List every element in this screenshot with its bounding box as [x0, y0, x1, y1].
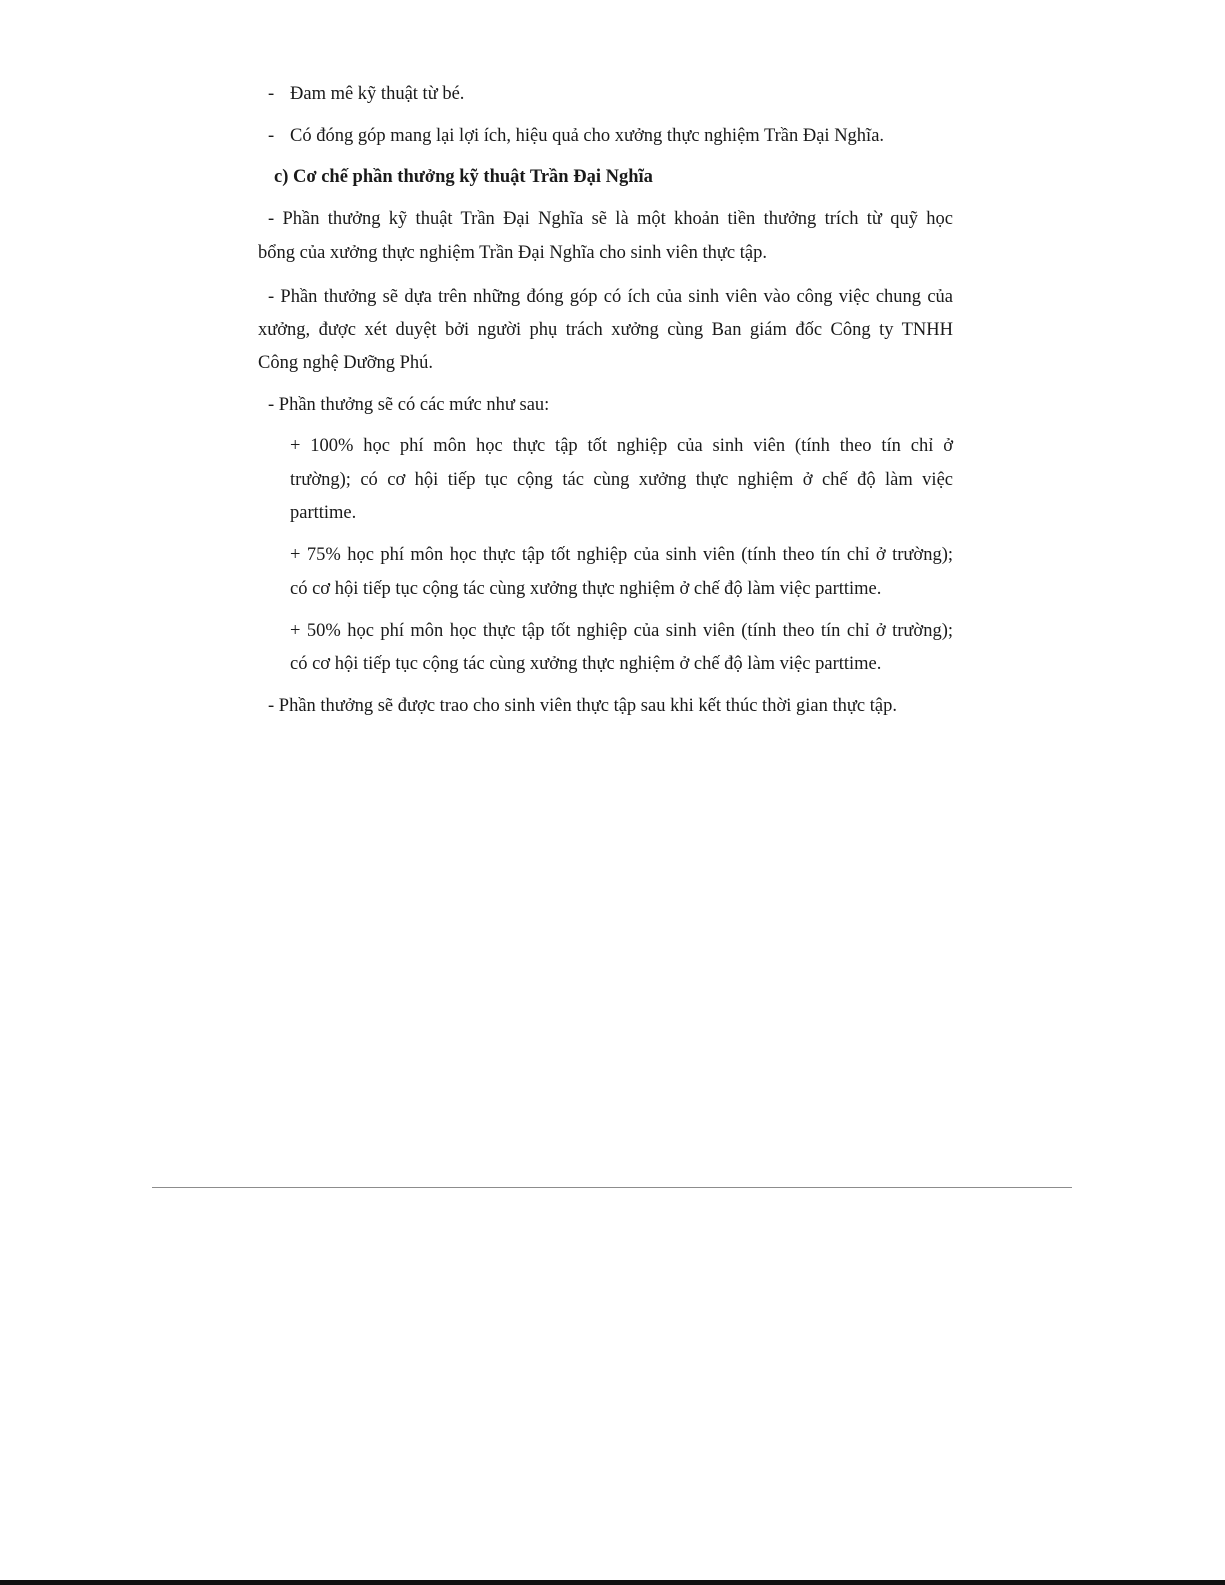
level-line: + 75% học phí môn học thực tập tốt nghiệp của sinh viên (tính theo tín chỉ ở trường); — [290, 545, 953, 565]
level-line: + 100% học phí môn học thực tập tốt nghiệp của sinh viên (tính theo tín chỉ ở — [290, 436, 953, 456]
paragraph-line: bổng của xưởng thực nghiệm Trần Đại Nghĩa cho sinh viên thực tập. — [258, 243, 767, 263]
level-line: + 50% học phí môn học thực tập tốt nghiệp của sinh viên (tính theo tín chỉ ở trường); — [290, 621, 953, 641]
level-line: có cơ hội tiếp tục cộng tác cùng xưởng thực nghiệm ở chế độ làm việc parttime. — [290, 654, 882, 674]
bullet-item — [268, 124, 274, 148]
footer-divider — [152, 1187, 1072, 1188]
bullet-text: Đam mê kỹ thuật từ bé. — [290, 84, 465, 104]
bullet-marker: - — [268, 126, 275, 146]
paragraph-line: - Phần thưởng sẽ dựa trên những đóng góp có ích của sinh viên vào công việc chung của — [268, 287, 953, 307]
section-heading: c) Cơ chế phần thưởng kỹ thuật Trần Đại Nghĩa — [274, 167, 653, 187]
page-bottom-edge — [0, 1580, 1225, 1585]
level-line: parttime. — [290, 503, 357, 523]
bullet-text: Có đóng góp mang lại lợi ích, hiệu quả cho xưởng thực nghiệm Trần Đại Nghĩa. — [290, 126, 885, 146]
closing-paragraph: - Phần thưởng sẽ được trao cho sinh viên thực tập sau khi kết thúc thời gian thực tập. — [268, 696, 897, 716]
paragraph-line: xưởng, được xét duyệt bởi người phụ trách xưởng cùng Ban giám đốc Công ty TNHH — [258, 320, 953, 340]
bullet-marker: - — [268, 84, 275, 104]
levels-intro: - Phần thưởng sẽ có các mức như sau: — [268, 395, 550, 415]
paragraph-line: - Phần thưởng kỹ thuật Trần Đại Nghĩa sẽ là một khoản tiền thưởng trích từ quỹ học — [268, 209, 953, 229]
level-line: có cơ hội tiếp tục cộng tác cùng xưởng thực nghiệm ở chế độ làm việc parttime. — [290, 579, 882, 599]
bullet-item — [268, 82, 274, 106]
level-line: trường); có cơ hội tiếp tục cộng tác cùng xưởng thực nghiệm ở chế độ làm việc — [290, 470, 953, 490]
paragraph-line: Công nghệ Dưỡng Phú. — [258, 353, 434, 373]
